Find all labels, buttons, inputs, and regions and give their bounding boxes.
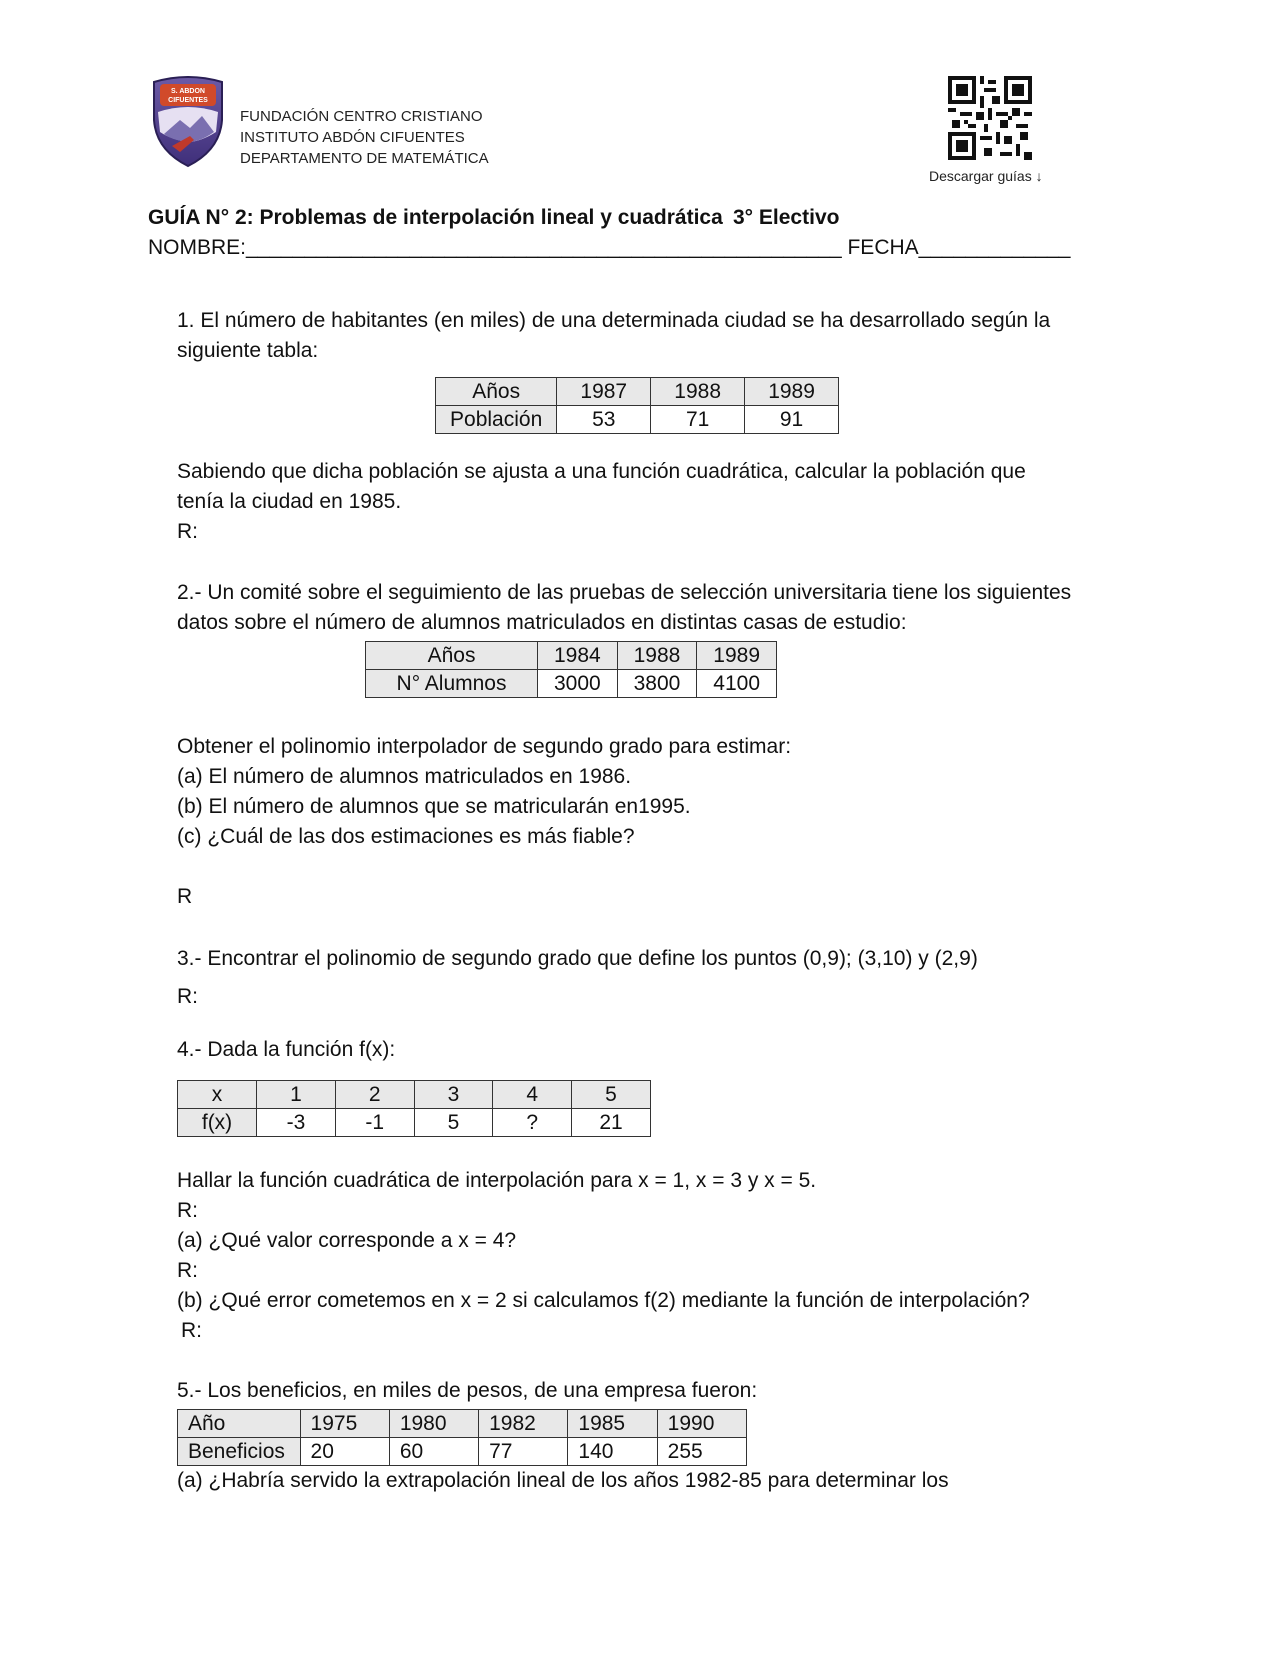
table-cell: 71 xyxy=(651,406,745,434)
q5-item-a: (a) ¿Habría servido la extrapolación lineal de los años 1982-85 para determinar los xyxy=(177,1469,949,1492)
q2-item-c: (c) ¿Cuál de las dos estimaciones es más fiable? xyxy=(177,825,635,848)
q3-answer[interactable]: R: xyxy=(177,985,198,1008)
q1-answer[interactable]: R: xyxy=(177,520,198,543)
table-cell: N° Alumnos xyxy=(366,670,538,698)
q2-instruction: Obtener el polinomio interpolador de segundo grado para estimar: xyxy=(177,735,792,758)
q5-text: 5.- Los beneficios, en miles de pesos, de una empresa fueron: xyxy=(177,1379,758,1402)
table-cell: 21 xyxy=(572,1109,651,1137)
q4-answer-2[interactable]: R: xyxy=(177,1259,198,1282)
q4-function-table xyxy=(177,1080,651,1137)
q1-after-line-1: Sabiendo que dicha población se ajusta a una función cuadrática, calcular la población que xyxy=(177,460,1026,483)
table-cell: Años xyxy=(436,378,557,406)
table-cell: 1988 xyxy=(617,642,697,670)
q4-answer-3[interactable]: R: xyxy=(181,1319,202,1342)
q2-students-table xyxy=(365,641,777,698)
q4-item-a: (a) ¿Qué valor corresponde a x = 4? xyxy=(177,1229,517,1252)
table-cell: 1989 xyxy=(697,642,777,670)
q2-item-b: (b) El número de alumnos que se matricularán en1995. xyxy=(177,795,691,818)
q2-answer[interactable]: R xyxy=(177,885,193,908)
table-cell: 3800 xyxy=(617,670,697,698)
table-cell: f(x) xyxy=(178,1109,257,1137)
table-cell: 53 xyxy=(557,406,651,434)
institution-line-1: FUNDACIÓN CENTRO CRISTIANO xyxy=(240,108,483,125)
table-cell: Año xyxy=(178,1410,301,1438)
school-logo xyxy=(150,76,226,168)
q1-text-line-1: 1. El número de habitantes (en miles) de una determinada ciudad se ha desarrollado según la xyxy=(177,309,1051,332)
table-cell: 1985 xyxy=(568,1410,657,1438)
svg-text:CIFUENTES: CIFUENTES xyxy=(168,97,208,104)
q4-text: 4.- Dada la función f(x): xyxy=(177,1038,396,1061)
institution-line-3: DEPARTAMENTO DE MATEMÁTICA xyxy=(240,150,489,167)
table-cell: 1980 xyxy=(389,1410,478,1438)
table-cell: -3 xyxy=(257,1109,336,1137)
download-guides-link[interactable]: Descargar guías ↓ xyxy=(929,168,1043,184)
table-cell: 1984 xyxy=(538,642,618,670)
table-cell: 1 xyxy=(257,1081,336,1109)
table-cell: 91 xyxy=(745,406,839,434)
table-cell: 3 xyxy=(414,1081,493,1109)
institution-line-2: INSTITUTO ABDÓN CIFUENTES xyxy=(240,129,465,146)
table-cell: 140 xyxy=(568,1438,657,1466)
course-label: 3° Electivo xyxy=(733,206,840,229)
svg-text:S. ABDON: S. ABDON xyxy=(171,88,205,95)
q2-text-line-1: 2.- Un comité sobre el seguimiento de las pruebas de selección universitaria tiene los siguientes xyxy=(177,581,1072,604)
table-cell: 5 xyxy=(572,1081,651,1109)
table-cell: 2 xyxy=(335,1081,414,1109)
table-cell: ? xyxy=(493,1109,572,1137)
table-cell: -1 xyxy=(335,1109,414,1137)
table-cell: 4 xyxy=(493,1081,572,1109)
table-cell: 5 xyxy=(414,1109,493,1137)
table-cell: 4100 xyxy=(697,670,777,698)
q3-text: 3.- Encontrar el polinomio de segundo grado que define los puntos (0,9); (3,10) y (2,9) xyxy=(177,947,978,970)
q4-answer-1[interactable]: R: xyxy=(177,1199,198,1222)
table-cell: x xyxy=(178,1081,257,1109)
qr-code-icon[interactable] xyxy=(948,76,1032,160)
q1-text-line-2: siguiente tabla: xyxy=(177,339,319,362)
table-cell: 1982 xyxy=(479,1410,568,1438)
table-cell: 1987 xyxy=(557,378,651,406)
guide-title: GUÍA N° 2: Problemas de interpolación lineal y cuadrática xyxy=(148,206,723,229)
q1-after-line-2: tenía la ciudad en 1985. xyxy=(177,490,402,513)
table-cell: 60 xyxy=(389,1438,478,1466)
table-cell: Beneficios xyxy=(178,1438,301,1466)
q4-instruction: Hallar la función cuadrática de interpolación para x = 1, x = 3 y x = 5. xyxy=(177,1169,817,1192)
table-cell: 1988 xyxy=(651,378,745,406)
table-cell: 20 xyxy=(300,1438,389,1466)
table-cell: 1989 xyxy=(745,378,839,406)
table-cell: 1990 xyxy=(657,1410,746,1438)
name-date-field[interactable]: NOMBRE:___________________________________________________ FECHA_____________ xyxy=(148,236,1071,259)
q2-item-a: (a) El número de alumnos matriculados en 1986. xyxy=(177,765,632,788)
q2-text-line-2: datos sobre el número de alumnos matriculados en distintas casas de estudio: xyxy=(177,611,907,634)
q5-profits-table xyxy=(177,1409,747,1466)
table-cell: 3000 xyxy=(538,670,618,698)
table-cell: 77 xyxy=(479,1438,568,1466)
table-cell: 255 xyxy=(657,1438,746,1466)
table-cell: Población xyxy=(436,406,557,434)
q4-item-b: (b) ¿Qué error cometemos en x = 2 si calculamos f(2) mediante la función de interpolación? xyxy=(177,1289,1030,1312)
table-cell: 1975 xyxy=(300,1410,389,1438)
q1-population-table xyxy=(435,377,839,434)
table-cell: Años xyxy=(366,642,538,670)
